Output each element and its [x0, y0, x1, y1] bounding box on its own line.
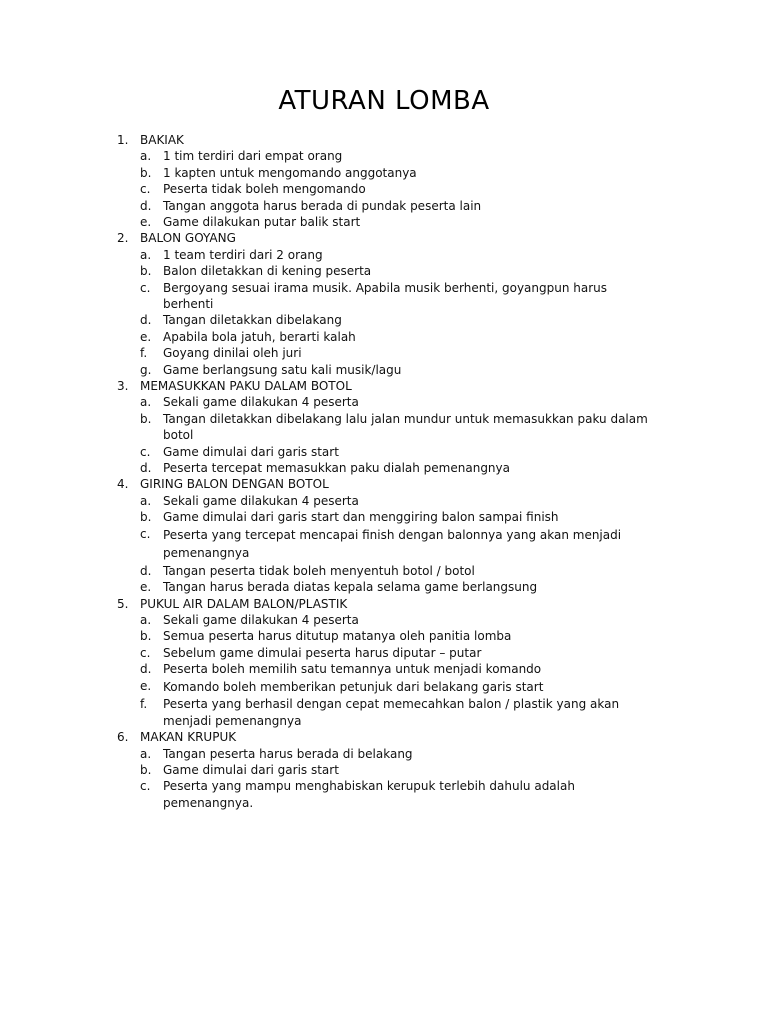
rule-item-letter: b. [140, 264, 152, 279]
rule-item-text: Game dimulai dari garis start [163, 762, 339, 777]
rule-item-letter: b. [140, 165, 152, 180]
section-title: PUKUL AIR DALAM BALON/PLASTIK [140, 596, 348, 611]
rule-section [0, 230, 768, 378]
rule-item-letter: f. [140, 697, 148, 712]
rule-item-letter: e. [140, 678, 152, 693]
rule-item-letter: g. [140, 362, 152, 377]
section-heading [0, 729, 768, 745]
rule-item [0, 778, 768, 811]
rule-item [0, 612, 768, 628]
rule-item [0, 329, 768, 345]
rules-list [0, 132, 768, 811]
rule-item-text: Peserta tidak boleh mengomando [163, 182, 366, 197]
rule-item-letter: b. [140, 762, 152, 777]
section-title: MAKAN KRUPUK [140, 730, 237, 745]
rule-item-text: Tangan diletakkan dibelakang lalu jalan mundur untuk memasukkan paku dalam botol [163, 411, 648, 443]
rule-item-text: Game berlangsung satu kali musik/lagu [163, 362, 402, 377]
rule-item [0, 280, 768, 313]
rule-item [0, 362, 768, 378]
rule-item-letter: a. [140, 613, 152, 628]
rule-items [0, 247, 768, 378]
rule-item-letter: b. [140, 629, 152, 644]
section-title: BAKIAK [140, 133, 184, 147]
rule-item [0, 509, 768, 525]
rule-item-letter: c. [140, 526, 151, 541]
rule-item [0, 247, 768, 263]
rule-item-text: Peserta boleh memilih satu temannya untuk menjadi komando [163, 662, 542, 677]
rule-item [0, 165, 768, 181]
rule-section [0, 378, 768, 476]
rule-item-letter: d. [140, 313, 152, 328]
rule-item-letter: c. [140, 779, 151, 794]
rule-item-text: Balon diletakkan di kening peserta [163, 264, 372, 279]
rule-item [0, 762, 768, 778]
rule-item [0, 579, 768, 595]
section-number: 5. [117, 596, 129, 611]
rule-item-letter: a. [140, 395, 152, 410]
rule-items [0, 394, 768, 476]
rule-item [0, 394, 768, 410]
rule-item-text: Peserta yang mampu menghabiskan kerupuk terlebih dahulu adalah pemenangnya. [163, 779, 575, 810]
rule-item-letter: c. [140, 444, 151, 459]
rule-item [0, 696, 768, 729]
rule-item-text: Tangan diletakkan dibelakang [163, 313, 342, 328]
rule-item-text: Game dimulai dari garis start [163, 444, 339, 459]
rule-item-letter: e. [140, 580, 152, 595]
section-number: 6. [117, 730, 129, 745]
rule-section [0, 596, 768, 729]
rule-item-letter: c. [140, 182, 151, 197]
rule-item-letter: a. [140, 493, 152, 508]
rule-item-text: 1 tim terdiri dari empat orang [163, 149, 343, 164]
rule-item-text: Komando boleh memberikan petunjuk dari belakang garis start [163, 679, 544, 694]
rule-item [0, 214, 768, 230]
rule-item-text: Goyang dinilai oleh juri [163, 346, 302, 361]
rule-item [0, 263, 768, 279]
rule-item [0, 148, 768, 164]
section-number: 3. [117, 379, 129, 394]
rule-item-letter: d. [140, 662, 152, 677]
rule-item [0, 312, 768, 328]
rule-item-letter: d. [140, 198, 152, 213]
rule-item [0, 678, 768, 697]
rule-item-letter: d. [140, 563, 152, 578]
section-title: BALON GOYANG [140, 231, 236, 246]
rule-item [0, 645, 768, 661]
rule-item-text: Apabila bola jatuh, berarti kalah [163, 329, 356, 344]
rule-item-text: Semua peserta harus ditutup matanya oleh panitia lomba [163, 629, 512, 644]
rule-items [0, 612, 768, 729]
rule-item-letter: f. [140, 346, 148, 361]
rule-item-letter: e. [140, 215, 152, 230]
rule-item-letter: a. [140, 149, 152, 164]
rule-item [0, 746, 768, 762]
rule-item [0, 411, 768, 444]
rule-item-letter: b. [140, 510, 152, 525]
rule-item-text: Tangan peserta tidak boleh menyentuh botol / botol [163, 563, 475, 578]
rule-item-text: Bergoyang sesuai irama musik. Apabila musik berhenti, goyangpun harus berhenti [163, 280, 608, 312]
rule-item-letter: c. [140, 645, 151, 660]
rule-item [0, 563, 768, 579]
section-number: 1. [117, 133, 129, 147]
rule-items [0, 493, 768, 596]
rule-item-text: Tangan harus berada diatas kepala selama game berlangsung [163, 580, 538, 595]
rule-item [0, 628, 768, 644]
rule-item [0, 493, 768, 509]
rule-item [0, 460, 768, 476]
rule-items [0, 746, 768, 812]
rule-item-letter: d. [140, 461, 152, 476]
rule-item-text: Sekali game dilakukan 4 peserta [163, 613, 359, 628]
rule-item [0, 181, 768, 197]
rule-item-text: Peserta yang tercepat mencapai finish dengan balonnya yang akan menjadi pemenangnya [163, 527, 622, 561]
section-title: GIRING BALON DENGAN BOTOL [140, 477, 329, 492]
rule-item-text: Peserta yang berhasil dengan cepat memecahkan balon / plastik yang akan menjadi pemenangnya [163, 697, 620, 728]
rule-item-text: Game dilakukan putar balik start [163, 215, 361, 230]
rule-item-text: Peserta tercepat memasukkan paku dialah pemenangnya [163, 461, 510, 476]
rule-item-text: 1 team terdiri dari 2 orang [163, 247, 323, 262]
rule-item-text: Sekali game dilakukan 4 peserta [163, 395, 359, 410]
rule-section [0, 476, 768, 595]
rule-item-text: Tangan peserta harus berada di belakang [163, 746, 413, 761]
section-heading [0, 132, 768, 148]
rule-item-text: Sekali game dilakukan 4 peserta [163, 493, 359, 508]
rule-items [0, 148, 768, 230]
section-number: 4. [117, 477, 129, 492]
rule-item-text: Sebelum game dimulai peserta harus diputar – putar [163, 645, 482, 660]
section-heading [0, 596, 768, 612]
page-title: ATURAN LOMBA [278, 86, 490, 116]
rule-item-letter: b. [140, 411, 152, 426]
rule-item [0, 444, 768, 460]
rule-item [0, 345, 768, 361]
rule-item-text: 1 kapten untuk mengomando anggotanya [163, 165, 417, 180]
rule-item-letter: a. [140, 746, 152, 761]
rule-item [0, 198, 768, 214]
rule-item-letter: e. [140, 329, 152, 344]
rule-item-text: Game dimulai dari garis start dan menggiring balon sampai finish [163, 510, 559, 525]
section-heading [0, 476, 768, 492]
section-heading [0, 230, 768, 246]
rule-item-letter: c. [140, 280, 151, 295]
rule-item-text: Tangan anggota harus berada di pundak peserta lain [163, 198, 482, 213]
rule-item [0, 661, 768, 677]
section-number: 2. [117, 231, 129, 246]
section-title: MEMASUKKAN PAKU DALAM BOTOL [140, 379, 352, 394]
rule-item [0, 526, 768, 563]
rule-section [0, 729, 768, 811]
section-heading [0, 378, 768, 394]
rule-item-letter: a. [140, 247, 152, 262]
rule-section [0, 132, 768, 230]
